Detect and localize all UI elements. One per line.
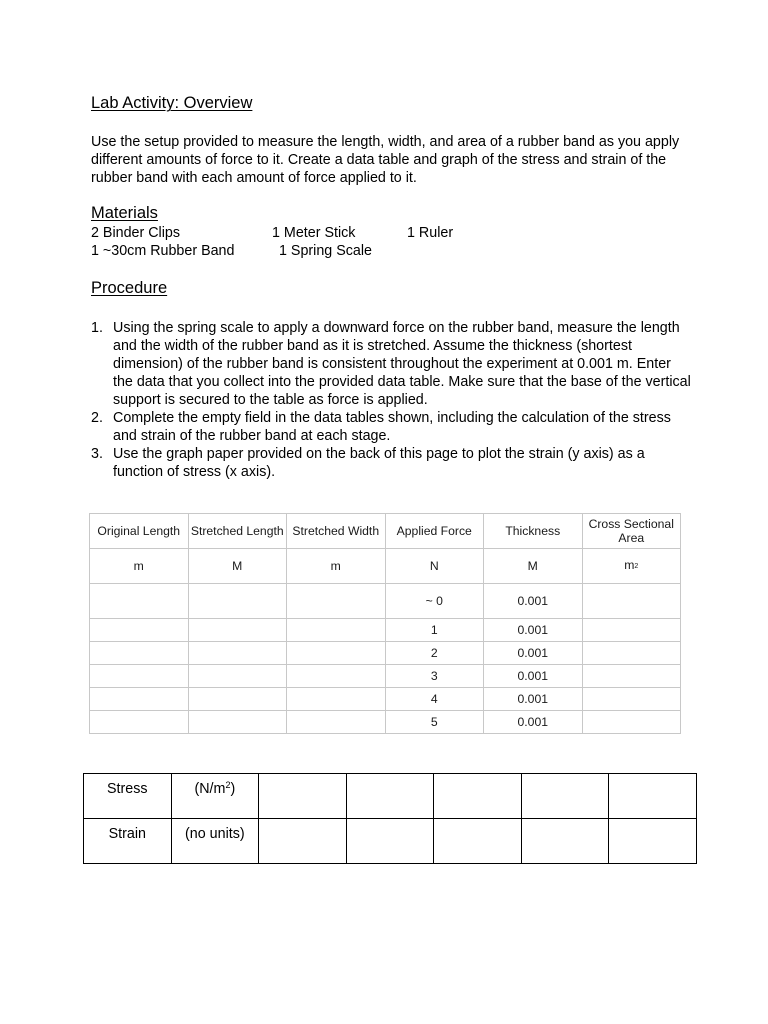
unit-cell: m: [90, 549, 189, 584]
unit-cell: N: [385, 549, 484, 584]
data-cell: 0.001: [484, 665, 583, 688]
unit-cell: M: [188, 549, 287, 584]
data-cell[interactable]: [287, 642, 386, 665]
strain-cell[interactable]: [346, 819, 434, 864]
data-cell: 1: [385, 619, 484, 642]
data-cell[interactable]: [90, 619, 189, 642]
data-cell[interactable]: [188, 665, 287, 688]
step-text: Use the graph paper provided on the back of this page to plot the strain (y axis) as a function of stress (x axis).: [113, 446, 645, 480]
data-cell[interactable]: [582, 665, 681, 688]
area-unit: m: [624, 558, 635, 572]
data-cell[interactable]: [90, 665, 189, 688]
strain-cell[interactable]: [259, 819, 347, 864]
table-row: [90, 619, 681, 642]
stress-unit-close: ): [230, 781, 236, 797]
data-cell[interactable]: [188, 688, 287, 711]
procedure-steps: [91, 319, 691, 481]
table-row: [90, 711, 681, 734]
material-meter-stick: 1 Meter Stick: [272, 225, 356, 241]
stress-cell[interactable]: [521, 774, 609, 819]
strain-label: Strain: [84, 819, 172, 864]
stress-unit-exponent: 2: [225, 780, 231, 790]
data-cell: 0.001: [484, 688, 583, 711]
data-cell: 0.001: [484, 711, 583, 734]
data-cell[interactable]: [188, 584, 287, 619]
table-units-row: [90, 549, 681, 584]
data-cell: 0.001: [484, 619, 583, 642]
unit-cell: m: [287, 549, 386, 584]
material-spring-scale: 1 Spring Scale: [279, 243, 372, 259]
step-text: Complete the empty field in the data tables shown, including the calculation of the stress and strain of the rubber band at each stage.: [113, 410, 671, 444]
header-cell: Thickness: [484, 514, 583, 549]
overview-heading: Lab Activity: Overview: [91, 94, 253, 112]
material-rubber-band: 1 ~30cm Rubber Band: [91, 243, 235, 259]
step-number: 2.: [91, 410, 103, 426]
header-cell: Applied Force: [385, 514, 484, 549]
procedure-step: [91, 445, 691, 481]
table-row: [90, 642, 681, 665]
data-cell[interactable]: [90, 711, 189, 734]
stress-cell[interactable]: [346, 774, 434, 819]
step-number: 3.: [91, 446, 103, 462]
data-cell: 0.001: [484, 584, 583, 619]
header-cell: Stretched Width: [287, 514, 386, 549]
data-cell: 5: [385, 711, 484, 734]
table-row: [90, 584, 681, 619]
data-cell[interactable]: [582, 619, 681, 642]
data-cell[interactable]: [188, 642, 287, 665]
data-cell: 3: [385, 665, 484, 688]
data-cell[interactable]: [287, 619, 386, 642]
overview-text: Use the setup provided to measure the length, width, and area of a rubber band as you apply different amounts of force to it. Create a data table and graph of the stress and strain of the rubber band with each amount of force applied to it.: [91, 134, 680, 186]
procedure-step: [91, 409, 691, 445]
strain-unit: (no units): [171, 819, 259, 864]
data-cell[interactable]: [188, 711, 287, 734]
table-row: [90, 665, 681, 688]
data-cell: 0.001: [484, 642, 583, 665]
data-cell[interactable]: [582, 711, 681, 734]
data-cell[interactable]: [287, 584, 386, 619]
step-number: 1.: [91, 320, 103, 336]
data-cell[interactable]: [582, 688, 681, 711]
data-cell[interactable]: [287, 711, 386, 734]
data-cell[interactable]: [287, 688, 386, 711]
header-cell: Stretched Length: [188, 514, 287, 549]
stress-cell[interactable]: [609, 774, 697, 819]
stress-strain-table: [83, 773, 697, 864]
data-cell[interactable]: [287, 665, 386, 688]
data-cell[interactable]: [90, 584, 189, 619]
materials-heading: Materials: [91, 204, 158, 222]
stress-cell[interactable]: [259, 774, 347, 819]
step-text: Using the spring scale to apply a downward force on the rubber band, measure the length and the width of the rubber band as it is stretched. Assume the thickness (shortest dimension) of the rubber band is consistent throughout the experiment at 0.001 m. Enter the data that you collect into the provided data table. Make sure that the base of the vertical support is secured to the table as force is applied.: [113, 320, 691, 408]
data-cell[interactable]: [582, 642, 681, 665]
data-cell: ~ 0: [385, 584, 484, 619]
stress-label: Stress: [84, 774, 172, 819]
strain-row: [84, 819, 697, 864]
strain-cell[interactable]: [434, 819, 522, 864]
unit-cell: M: [484, 549, 583, 584]
measurement-data-table: [89, 513, 681, 734]
data-cell: 2: [385, 642, 484, 665]
stress-unit: [171, 774, 259, 819]
stress-cell[interactable]: [434, 774, 522, 819]
stress-unit-text: (N/m: [194, 781, 226, 797]
unit-cell-area: [582, 549, 681, 584]
strain-cell[interactable]: [609, 819, 697, 864]
data-cell[interactable]: [90, 688, 189, 711]
procedure-step: [91, 319, 691, 409]
data-cell[interactable]: [90, 642, 189, 665]
data-cell[interactable]: [582, 584, 681, 619]
stress-row: [84, 774, 697, 819]
header-cell: Cross Sectional Area: [582, 514, 681, 549]
strain-cell[interactable]: [521, 819, 609, 864]
table-header-row: [90, 514, 681, 549]
data-cell: 4: [385, 688, 484, 711]
header-cell: Original Length: [90, 514, 189, 549]
table-row: [90, 688, 681, 711]
material-binder-clips: 2 Binder Clips: [91, 225, 180, 241]
material-ruler: 1 Ruler: [407, 225, 454, 241]
procedure-heading: Procedure: [91, 279, 168, 297]
area-unit-exponent: 2: [634, 563, 639, 570]
data-cell[interactable]: [188, 619, 287, 642]
